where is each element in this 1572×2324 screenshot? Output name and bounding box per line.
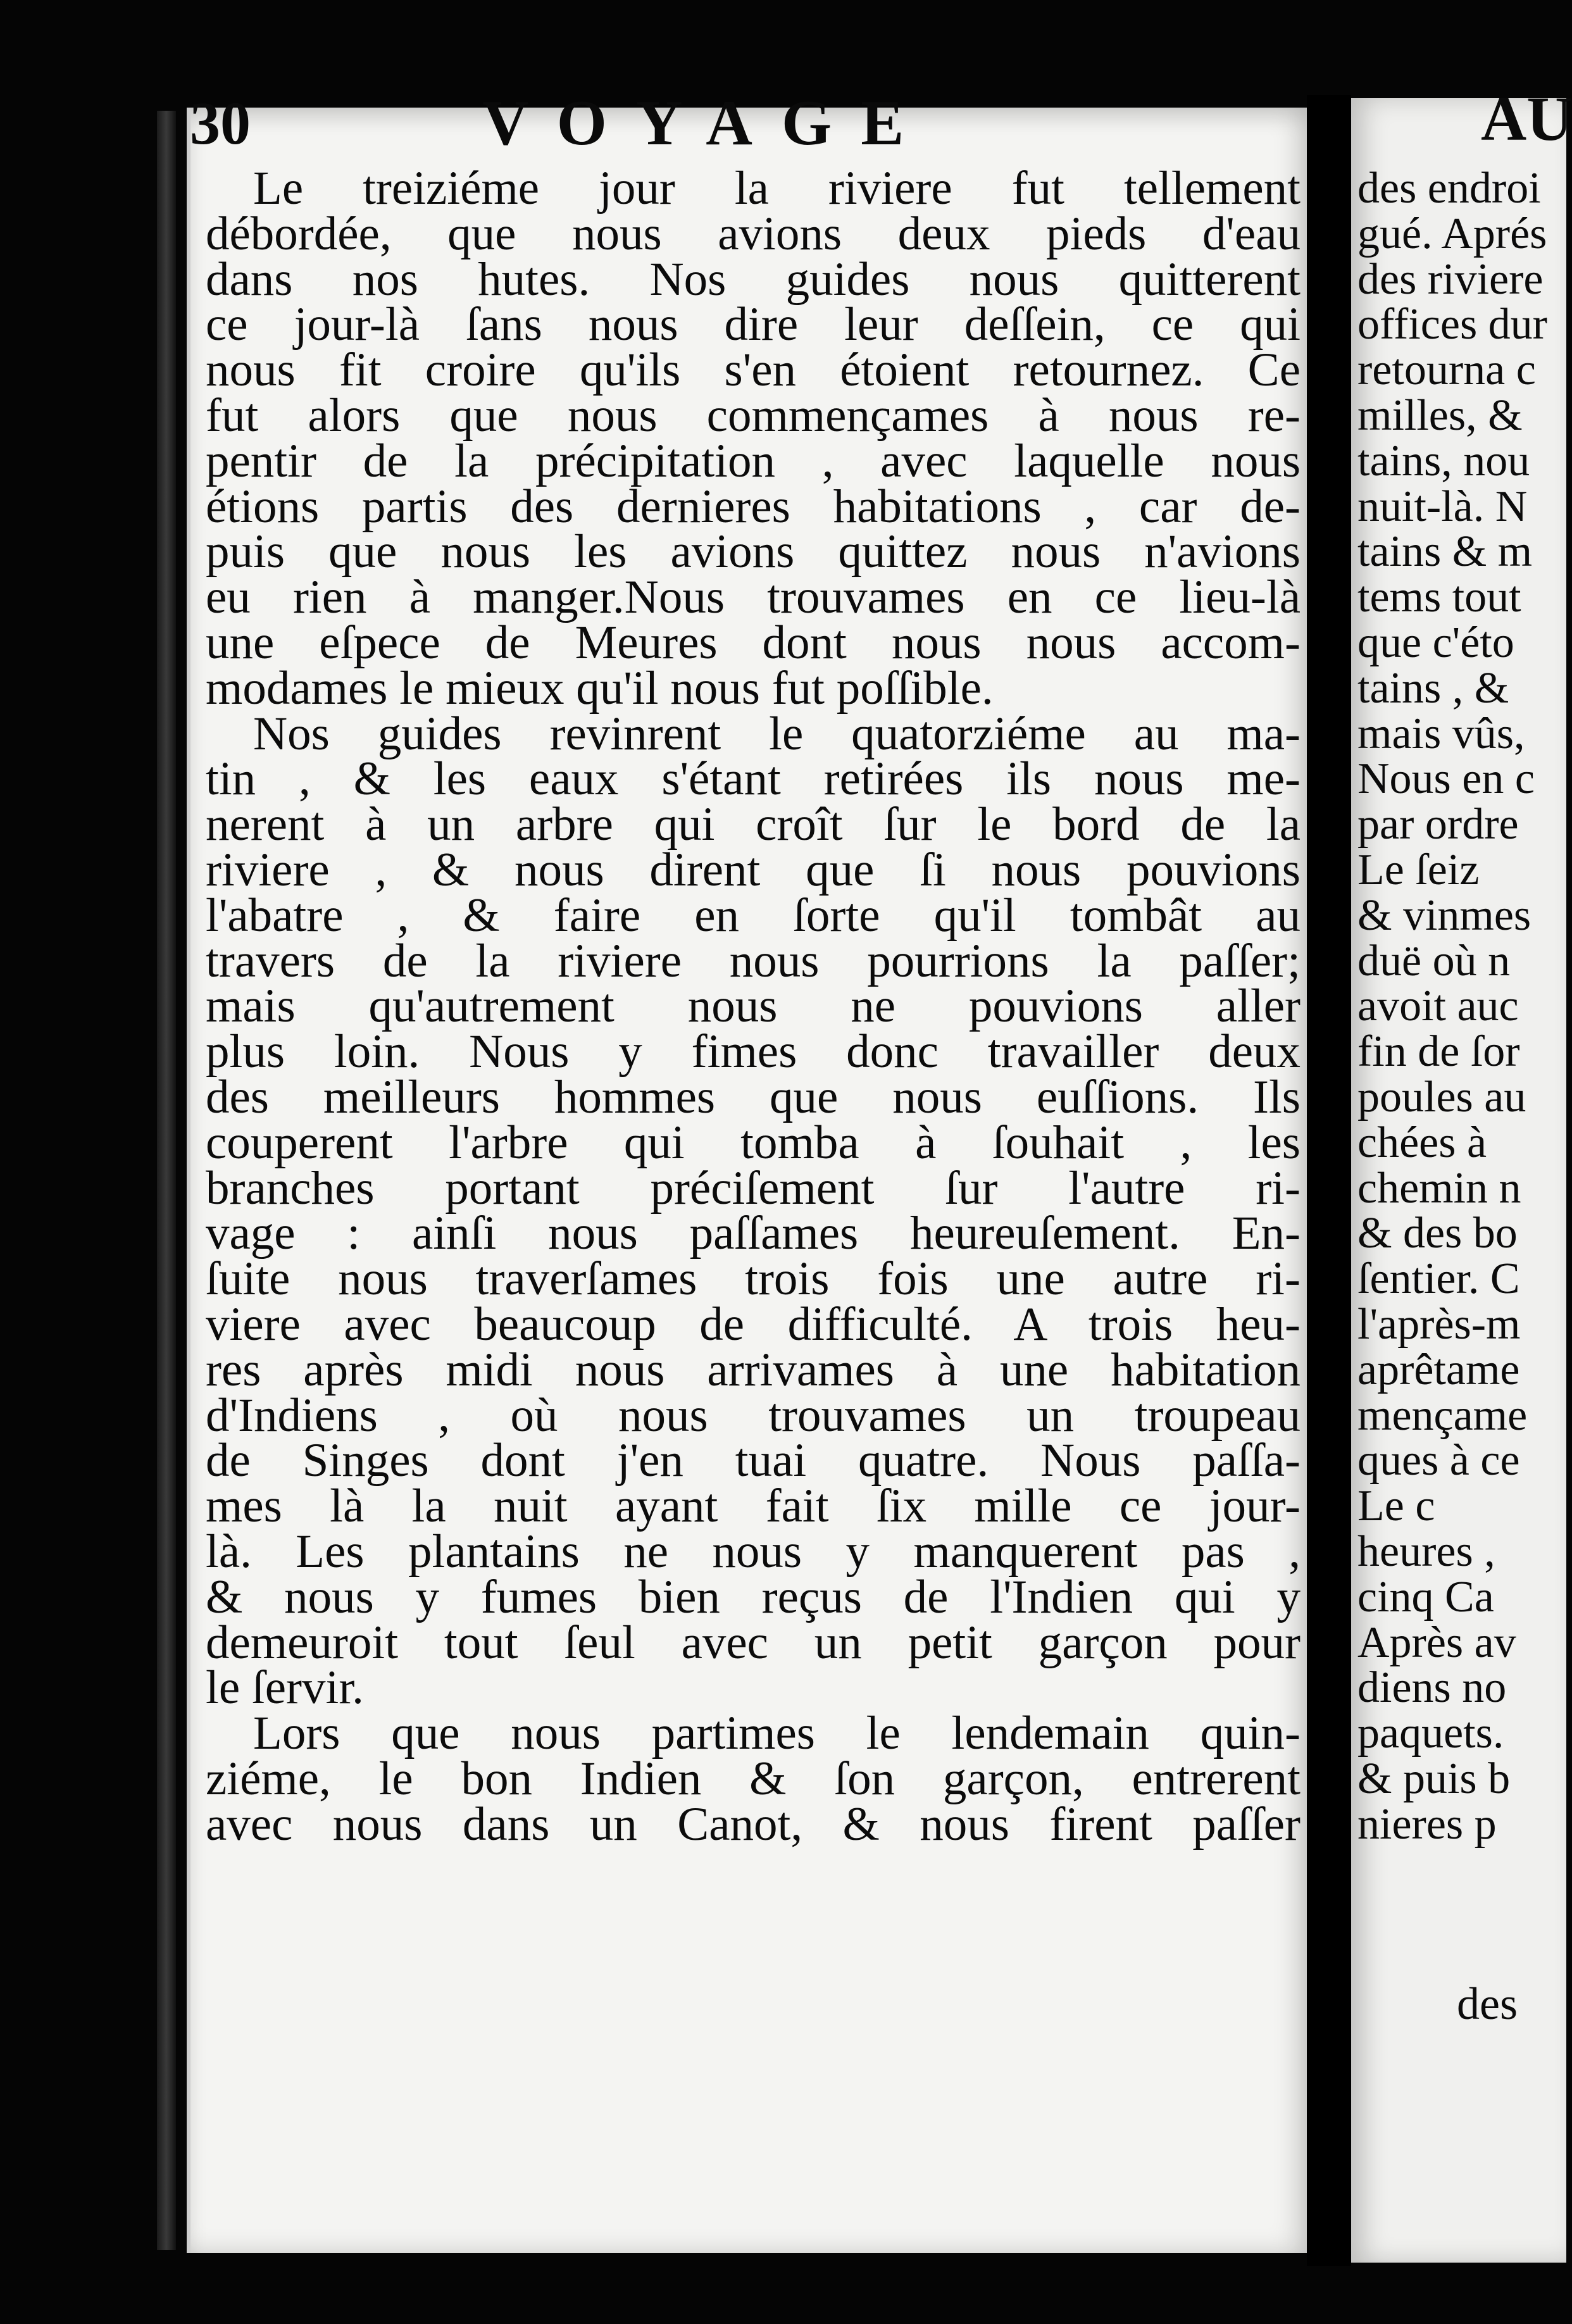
text-line: vage : ainſi nous paſſames heureuſement. En- [206, 1207, 1301, 1260]
text-line: le ſervir. [206, 1661, 364, 1715]
text-line: Nous en c [1357, 754, 1535, 804]
text-line: étions partis des dernieres habitations , car de- [206, 480, 1301, 533]
text-line: eu rien à manger.Nous trouvames en ce lieu-là [206, 571, 1301, 624]
text-line: nieres p [1357, 1799, 1497, 1849]
right-running-head: AU [1481, 84, 1572, 154]
text-line: Lors que nous partimes le lendemain quin- [253, 1707, 1301, 1760]
text-line: mes là la nuit ayant fait ſix mille ce jour- [206, 1480, 1301, 1533]
text-line: offices dur [1357, 300, 1547, 349]
text-line: une eſpece de Meures dont nous nous accom- [206, 616, 1301, 669]
text-line: travers de la riviere nous pourrions la paſſer; [206, 934, 1301, 987]
text-line: de Singes dont j'en tuai quatre. Nous paſſa- [206, 1434, 1301, 1487]
text-line: tems tout [1357, 573, 1521, 622]
text-line: tains, nou [1357, 436, 1530, 485]
text-line: modames le mieux qu'il nous fut poſſible. [206, 661, 994, 715]
text-line: tains & m [1357, 527, 1533, 577]
text-line: mais vûs, [1357, 709, 1525, 758]
text-line: avec nous dans un Canot, & nous firent paſſer [206, 1797, 1301, 1851]
text-line: riviere , & nous dirent que ſi nous pouvions [206, 843, 1301, 896]
text-line: ſuite nous traverſames trois fois une autre ri- [206, 1253, 1301, 1306]
text-line: couperent l'arbre qui tomba à ſouhait , les [206, 1116, 1301, 1169]
text-line: gué. Aprés [1357, 209, 1547, 258]
text-line: débordée, que nous avions deux pieds d'eau [206, 207, 1301, 260]
text-line: ſentier. C [1357, 1254, 1520, 1304]
text-line: tin , & les eaux s'étant retirées ils nous me- [206, 753, 1301, 806]
text-line: diens no [1357, 1663, 1507, 1713]
text-line: milles, & [1357, 390, 1523, 440]
text-line: là. Les plantains ne nous y manquerent pas , [206, 1525, 1301, 1578]
text-line: puis que nous les avions quittez nous n'avions [206, 525, 1301, 578]
text-line: & puis b [1357, 1754, 1511, 1803]
text-line: mençame [1357, 1390, 1528, 1440]
text-line: avoit auc [1357, 982, 1519, 1031]
text-line: viere avec beaucoup de difficulté. A trois heu- [206, 1297, 1301, 1351]
text-line: demeuroit tout ſeul avec un petit garçon pour [206, 1616, 1301, 1669]
text-line: & des bo [1357, 1209, 1518, 1258]
text-line: des meilleurs hommes que nous euſſions. Ils [206, 1070, 1301, 1123]
text-line: Le c [1357, 1482, 1435, 1531]
text-line: l'après-m [1357, 1299, 1521, 1349]
left-running-head [190, 82, 1076, 165]
text-line: poules au [1357, 1072, 1526, 1121]
text-line: branches portant préciſement ſur l'autre ri- [206, 1161, 1301, 1215]
text-line: nerent à un arbre qui croît ſur le bord de la [206, 798, 1301, 851]
text-line: res après midi nous arrivames à une habitation [206, 1343, 1301, 1396]
text-line: aprêtame [1357, 1345, 1520, 1394]
text-line: cinq Ca [1357, 1572, 1494, 1621]
text-line: que c'éto [1357, 618, 1514, 667]
right-page-body-text [1357, 166, 1547, 1847]
text-line: ques à ce [1357, 1436, 1520, 1485]
text-line: retourna c [1357, 346, 1536, 395]
book-spine-edge [157, 111, 176, 2250]
catchword: des [1457, 1978, 1518, 2029]
text-line: Nos guides revinrent le quatorziéme au ma- [253, 707, 1301, 760]
text-line: mais qu'autrement nous ne pouvions aller [206, 980, 1301, 1033]
text-line: heures , [1357, 1527, 1495, 1576]
text-line: l'abatre , & faire en ſorte qu'il tombât au [206, 889, 1301, 942]
text-line: plus loin. Nous y fimes donc travailler deux [206, 1025, 1301, 1078]
text-line: des riviere [1357, 254, 1544, 304]
text-line: dans nos hutes. Nos guides nous quitterent [206, 253, 1301, 306]
left-page-body-text [206, 162, 1301, 1851]
text-line: pentir de la précipitation , avec laquelle nous [206, 434, 1301, 487]
page-number: 30 [190, 89, 251, 157]
text-line: chées à [1357, 1118, 1487, 1167]
text-line: chemin n [1357, 1163, 1521, 1213]
text-line: duë où n [1357, 936, 1511, 985]
text-line: nous fit croire qu'ils s'en étoient retournez. Ce [206, 344, 1301, 397]
text-line: par ordre [1357, 800, 1519, 849]
text-line: ce jour-là ſans nous dire leur deſſein, ce qui [206, 298, 1301, 351]
page-gutter [1307, 95, 1351, 2266]
text-line: des endroi [1357, 164, 1541, 213]
text-line: fin de ſor [1357, 1027, 1520, 1077]
text-line: & vinmes [1357, 890, 1531, 940]
text-line: & nous y fumes bien reçus de l'Indien qui y [206, 1570, 1301, 1623]
text-line: ziéme, le bon Indien & ſon garçon, entrerent [206, 1752, 1301, 1805]
text-line: d'Indiens , où nous trouvames un troupeau [206, 1389, 1301, 1442]
text-line: Le treiziéme jour la riviere fut tellement [253, 162, 1301, 215]
text-line: Après av [1357, 1618, 1516, 1667]
running-head-title: VOYAGE [482, 87, 933, 159]
text-line: tains , & [1357, 663, 1509, 713]
text-line: Le ſeiz [1357, 845, 1480, 894]
text-line: nuit-là. N [1357, 482, 1528, 531]
text-line: paquets. [1357, 1709, 1504, 1758]
text-line: fut alors que nous commençames à nous re- [206, 389, 1301, 442]
